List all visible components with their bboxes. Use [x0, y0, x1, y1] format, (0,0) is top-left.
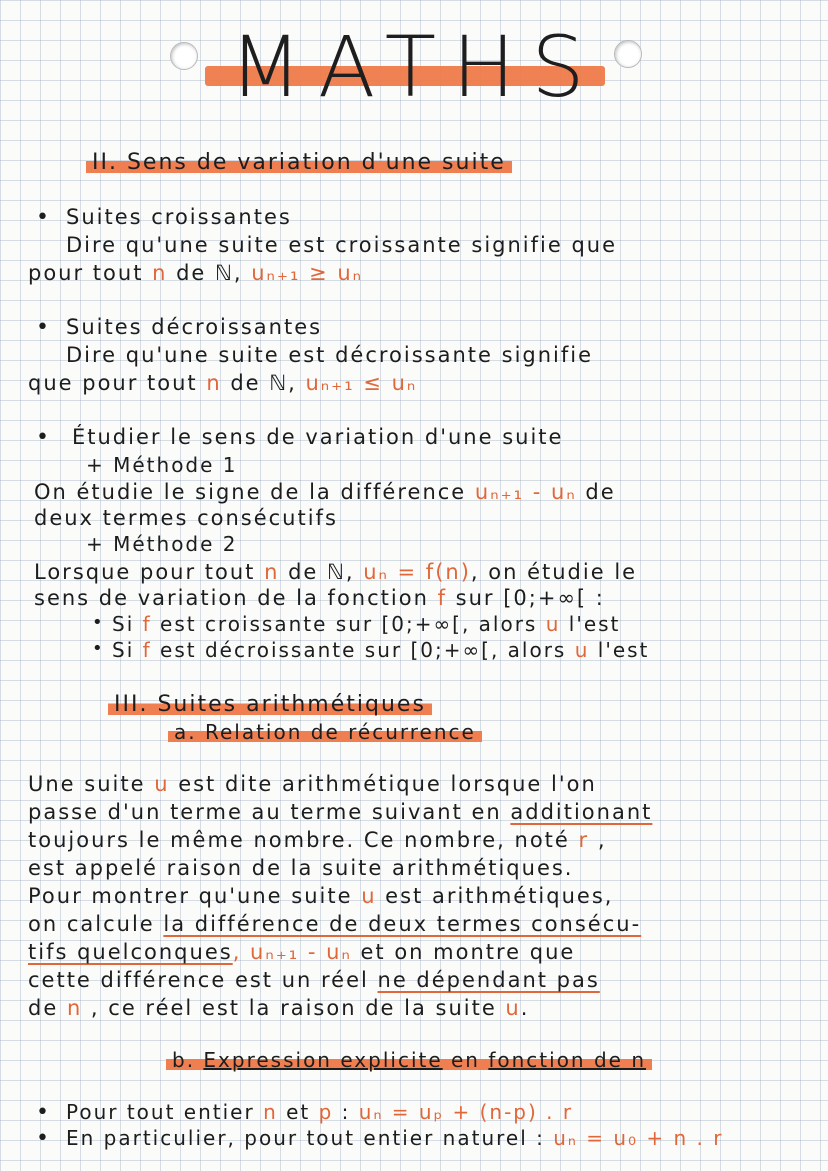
p-line-3	[28, 828, 607, 852]
text: sur [0;+∞[ :	[446, 586, 605, 610]
sub-a-heading	[168, 720, 482, 744]
p-line-4: est appelé raison de la suite arithmétiques.	[28, 856, 574, 880]
bullet-icon: •	[36, 1100, 49, 1125]
formula: uₙ₊₁ ≥ uₙ	[251, 261, 364, 285]
underlined-text: tifs quelconques	[28, 940, 233, 964]
text: de ℕ,	[167, 261, 252, 285]
section-2-heading-text: II. Sens de variation d'une suite	[86, 150, 512, 175]
text: cette différence est un réel	[28, 968, 378, 992]
text: en	[442, 1048, 489, 1072]
text: ,	[589, 828, 607, 852]
p-line-1	[28, 772, 597, 796]
underlined-text: Expression explicite	[203, 1048, 443, 1072]
text: En particulier, pour tout entier naturel :	[66, 1126, 554, 1150]
croissantes-line-2	[28, 261, 363, 285]
formula: uₙ = u₀ + n . r	[553, 1126, 724, 1150]
r-var: r	[578, 828, 590, 852]
p-line-9	[28, 996, 529, 1020]
sub-b-heading-text	[166, 1048, 652, 1072]
text: , ce réel est la raison de la suite	[82, 996, 506, 1020]
text: b.	[172, 1048, 204, 1072]
sub-croissantes: Suites croissantes	[66, 205, 292, 229]
text: Pour montrer qu'une suite	[28, 884, 362, 908]
n-var: n	[264, 560, 280, 584]
b-line-2	[66, 1126, 724, 1150]
f-var: f	[437, 586, 447, 610]
text: est croissante sur [0;+∞[, alors	[151, 612, 546, 636]
sub-a-heading-text: a. Relation de récurrence	[168, 720, 482, 744]
text: toujours le même nombre. Ce nombre, noté	[28, 828, 579, 852]
n-var: n	[263, 1100, 278, 1124]
section-2-heading	[86, 150, 512, 175]
text: et	[277, 1100, 319, 1124]
page-title: MATHS	[229, 18, 601, 116]
methode-1: + Méthode 1	[86, 453, 238, 477]
f-var: f	[142, 612, 152, 636]
sub-b-heading	[166, 1048, 652, 1072]
formula: , uₙ₊₁ - uₙ	[232, 940, 352, 964]
p-var: p	[318, 1100, 334, 1124]
text: que pour tout	[28, 371, 207, 395]
bullet-icon: •	[36, 425, 49, 450]
text: de	[28, 996, 67, 1020]
sub-decroissantes: Suites décroissantes	[66, 315, 323, 339]
text: :	[333, 1100, 359, 1124]
n-var: n	[206, 371, 222, 395]
text: est dite arithmétique lorsque l'on	[169, 772, 597, 796]
text: Pour tout entier	[66, 1100, 264, 1124]
punch-hole-right	[614, 40, 642, 68]
text: de ℕ,	[279, 560, 364, 584]
u-var: u	[361, 884, 377, 908]
decroissantes-line-2	[28, 371, 417, 395]
text: Si	[112, 638, 143, 662]
u-var: u	[574, 638, 590, 662]
m2-line-1	[34, 560, 637, 584]
section-3-heading-text: III. Suites arithmétiques	[108, 692, 432, 717]
study-title: Étudier le sens de variation d'une suite	[72, 425, 564, 449]
text: Si	[112, 612, 143, 636]
text: Une suite	[28, 772, 155, 796]
croissantes-line-1: Dire qu'une suite est croissante signifie que	[66, 233, 618, 257]
underlined-text: additionant	[510, 800, 653, 824]
u-var: u	[505, 996, 521, 1020]
b-line-1	[66, 1100, 573, 1124]
formula: uₙ = uₚ + (n-p) . r	[358, 1100, 574, 1124]
p-line-6	[28, 912, 641, 936]
formula: uₙ₊₁ ≤ uₙ	[305, 371, 418, 395]
text: sens de variation de la fonction	[34, 586, 438, 610]
si-croissante	[112, 612, 620, 636]
underlined-text: la différence de deux termes consécu-	[163, 912, 642, 936]
text: de ℕ,	[221, 371, 306, 395]
text: l'est	[560, 612, 621, 636]
bullet-icon: •	[92, 612, 103, 633]
section-3-heading	[108, 692, 432, 717]
f-var: f	[142, 638, 152, 662]
bullet-icon: •	[92, 638, 103, 659]
underlined-text: ne dépendant pas	[377, 968, 600, 992]
methode-2: + Méthode 2	[86, 532, 238, 556]
n-var: n	[66, 996, 83, 1020]
bullet-icon: •	[36, 315, 49, 340]
text: .	[520, 996, 530, 1020]
text: l'est	[589, 638, 650, 662]
bullet-icon: •	[36, 1126, 49, 1151]
text: passe d'un terme au terme suivant en	[28, 800, 511, 824]
p-line-5	[28, 884, 613, 908]
m1-line-1	[34, 480, 616, 504]
text: est arithmétiques,	[376, 884, 614, 908]
p-line-8	[28, 968, 600, 992]
text: On étudie le signe de la différence	[34, 480, 475, 504]
punch-hole-left	[170, 42, 198, 70]
underlined-text: fonction de n	[488, 1048, 646, 1072]
u-var: u	[154, 772, 170, 796]
si-decroissante	[112, 638, 649, 662]
bullet-icon: •	[36, 205, 49, 230]
text: de	[576, 480, 616, 504]
text: pour tout	[28, 261, 153, 285]
decroissantes-line-1: Dire qu'une suite est décroissante signifie	[66, 343, 594, 367]
u-var: u	[545, 612, 561, 636]
text: on calcule	[28, 912, 164, 936]
p-line-2	[28, 800, 652, 824]
formula: uₙ₊₁ - uₙ	[474, 480, 577, 504]
m1-line-2: deux termes consécutifs	[34, 506, 338, 530]
formula: uₙ = f(n)	[363, 560, 471, 584]
p-line-7	[28, 940, 575, 964]
text: et on montre que	[351, 940, 576, 964]
text: est décroissante sur [0;+∞[, alors	[151, 638, 575, 662]
text: Lorsque pour tout	[34, 560, 265, 584]
text: , on étudie le	[470, 560, 638, 584]
m2-line-2	[34, 586, 605, 610]
n-var: n	[152, 261, 168, 285]
